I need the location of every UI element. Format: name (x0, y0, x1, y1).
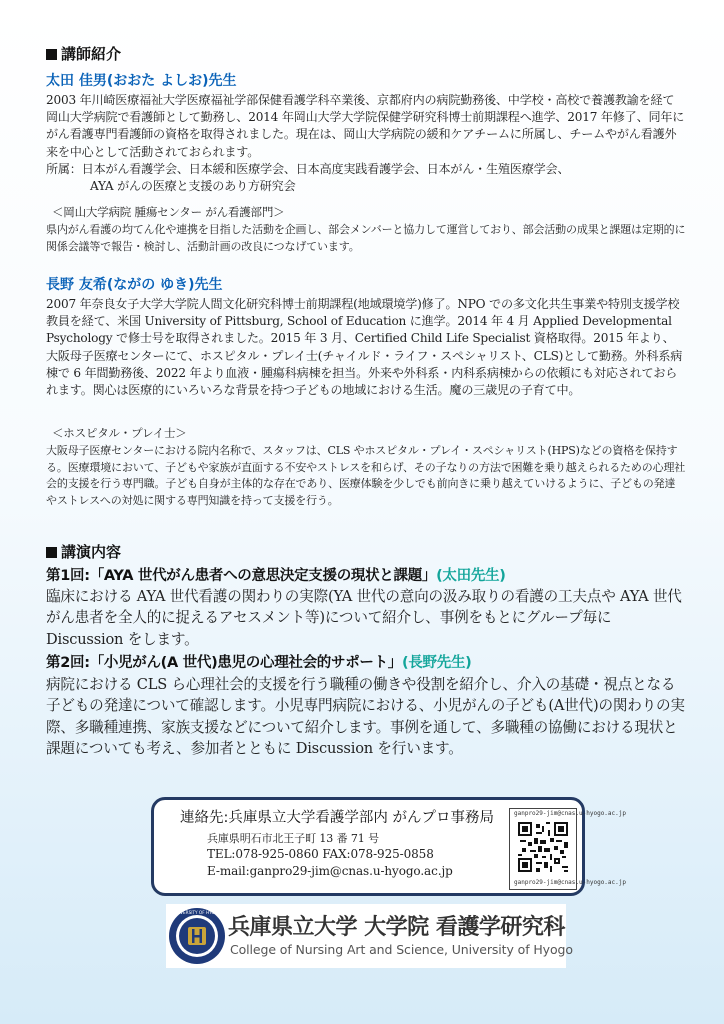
contact-box (151, 797, 626, 896)
logo-japanese-name: 兵庫県立大学 大学院 看護学研究科 (228, 915, 565, 940)
affiliation-line-2: AYA がんの医療と支援のあり方研究会 (90, 179, 296, 194)
talk2-speaker: (長野先生) (402, 655, 472, 671)
nagano-bio: 2007 年奈良女子大学大学院人間文化研究科博士前期課程(地域環境学)修了。NPO での多文化共生事業や特別支援学校教員を経て、米国 University of Pittsburg, School of Education に進学。2014 年 4 月 Applied Developmental Psychology で修士号を取得されました。2015 年 3 月、Certified Child Life Specialist 資格取得。2015 年より、大阪母子医療センターにて、ホスピタル・プレイ士(チャイルド・ライフ・スペシャリスト、CLS)として勤務。外科系病棟で 6 年間勤務後、2022 年より血液・腫瘍科病棟を担当。外来や外科系・内科系病棟からの依頼にも対応されておられます。関心は医療的にいろいろな背景を持つ子どもの地域における生活。魔の三歳児の子育て中。 (46, 297, 683, 398)
logo-english-name: College of Nursing Art and Science, University of Hyogo (230, 942, 573, 957)
square-bullet-icon (46, 547, 57, 558)
square-bullet-icon (46, 49, 57, 60)
qr-pattern (518, 822, 568, 872)
talk2-title: 第2回:「小児がん(A 世代)患児の心理社会的サポート」(長野先生) (46, 655, 472, 671)
talk1-body: 臨床における AYA 世代看護の関わりの実際(YA 世代の意向の汲み取りの看護の工夫点や AYA 世代がん患者を全人的に捉えるアセスメント等)について紹介し、事例をもとにグループ毎に Discussion をします。 (46, 588, 682, 648)
ota-bio: 2003 年川崎医療福祉大学医療福祉学部保健看護学科卒業後、京都府内の病院勤務後、中学校・高校で養護教諭を経て岡山大学病院で看護師として勤務し、2014 年岡山大学大学院保健学研究科博士前期課程へ進学、2017 年修了、同年にがん看護専門看護師の資格を取得されました。現在は、岡山大学病院の緩和ケアチームに所属し、チームやがん看護外来を中心として活動されておられます。 (46, 93, 685, 159)
affiliation-label: 所属： (46, 162, 82, 176)
qr-code-icon[interactable] (509, 808, 626, 890)
talk1-title: 第1回:「AYA 世代がん患者への意思決定支援の現状と課題」(太田先生) (46, 568, 506, 584)
ota-unit-heading: ＜岡山大学病院 腫瘍センター がん看護部門＞ (52, 205, 285, 219)
contact-email[interactable]: E-mail:ganpro29-jim@cnas.u-hyogo.ac.jp (207, 864, 453, 878)
lecturers-heading: 講師紹介 (46, 44, 121, 64)
university-logo-banner (166, 904, 573, 968)
qr-caption-bottom: ganpro29-jim@cnas.u-hyogo.ac.jp (514, 879, 626, 886)
ota-unit-description: 県内がん看護の均てん化や連携を目指した活動を企画し、部会メンバーと協力して運営しており、部会活動の成果と課題は定期的に関係会議等で報告・検討し、活動計画の改良につなげています。 (46, 223, 686, 253)
talk2-body: 病院における CLS ら心理社会的支援を行う職種の働きや役割を紹介し、介入の基礎・視点となる子どもの発達について確認します。小児専門病院における、小児がんの子ども(A世代)の関わりの実際、多職種連携、家族支援などについて紹介します。事例を通して、多職種の協働における現状と課題についても考え、参加者とともに Discussion を行います。 (46, 676, 685, 757)
nagano-unit-heading: ＜ホスピタル・プレイ士＞ (52, 426, 187, 440)
nagano-name: 長野 友希(ながの ゆき)先生 (46, 277, 223, 293)
ota-name: 太田 佳男(おおた よしお)先生 (46, 73, 237, 89)
ota-affiliation (46, 161, 686, 195)
nagano-unit-description: 大阪母子医療センターにおける院内名称で、スタッフは、CLS やホスピタル・プレイ・スペシャリスト(HPS)などの資格を保持する。医療環境において、子どもや家族が直面する不安やストレスを和らげ、その子なりの方法で困難を乗り越えられるための心理社会的支援を行う専門職。子ども自身が主体的な存在であり、医療体験を少しでも前向きに乗り越えていけるように、子どもの発達やストレスへの対処に関する専門知識を持って支援を行う。 (46, 444, 686, 507)
university-seal-icon (168, 907, 226, 965)
contact-tel-fax: TEL:078-925-0860 FAX:078-925-0858 (207, 847, 434, 861)
qr-caption-top: ganpro29-jim@cnas.u-hyogo.ac.jp (514, 810, 626, 817)
contact-title: 連絡先:兵庫県立大学看護学部内 がんプロ事務局 (180, 810, 494, 826)
contact-address: 兵庫県明石市北王子町 13 番 71 号 (207, 832, 379, 845)
lectures-heading: 講演内容 (46, 542, 121, 562)
seal-lettering: UNIVERSITY OF HYOGO (172, 910, 222, 915)
talk1-speaker: (太田先生) (436, 568, 506, 584)
affiliation-line-1: 日本がん看護学会、日本緩和医療学会、日本高度実践看護学会、日本がん・生殖医療学会、 (81, 162, 570, 176)
